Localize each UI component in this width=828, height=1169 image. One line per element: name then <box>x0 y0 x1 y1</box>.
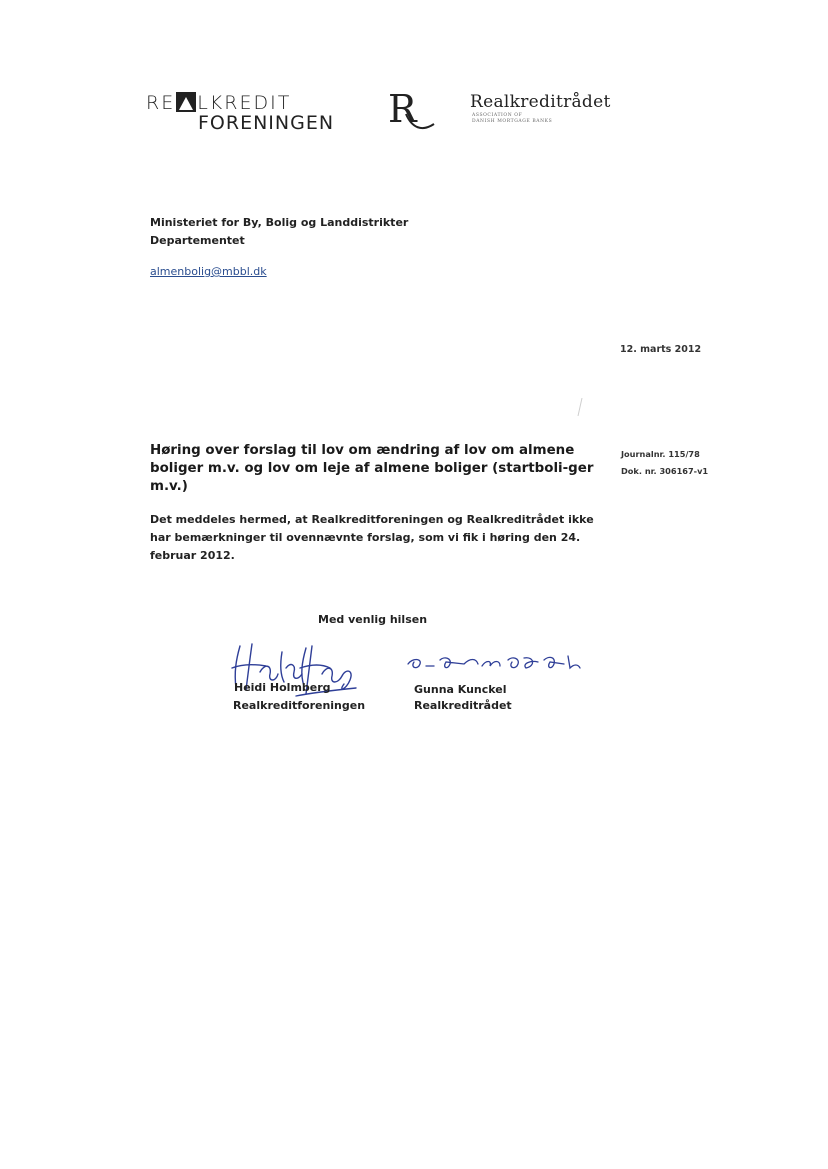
logo-rk-line2: FORENINGEN <box>198 112 335 134</box>
recipient-line1: Ministeriet for By, Bolig og Landdistrikter <box>150 216 409 229</box>
signatory-2-organization: Realkreditrådet <box>414 699 512 712</box>
letter-date: 12. marts 2012 <box>620 344 702 355</box>
closing-greeting: Med venlig hilsen <box>318 613 428 626</box>
signatory-2-name: Gunna Kunckel <box>414 683 507 696</box>
svg-text:R: R <box>388 88 417 131</box>
realkreditraadet-monogram-icon <box>386 88 436 132</box>
document-number: Dok. nr. 306167-v1 <box>621 466 709 476</box>
realkreditraadet-subtitle: ASSOCIATION OF DANISH MORTGAGE BANKS <box>472 113 553 124</box>
realkreditforeningen-logo <box>146 92 335 136</box>
signatory-1-name: Heidi Holmberg <box>234 681 331 694</box>
logo-rk-line1: RE LKREDIT <box>146 92 292 114</box>
signature-gunna-kunckel <box>404 652 584 674</box>
signatory-1-organization: Realkreditforeningen <box>233 699 366 712</box>
letter-body: Det meddeles hermed, at Realkreditforeningen og Realkreditrådet ikke har bemærkninger til ovennævnte forslag, som vi fik i høring den 24. februar 2012. <box>150 513 594 562</box>
realkreditraadet-name: Realkreditrådet <box>470 92 611 112</box>
recipient-address <box>150 214 408 250</box>
journal-number: Journalnr. 115/78 <box>621 449 700 459</box>
recipient-email-link[interactable]: almenbolig@mbbl.dk <box>150 265 267 278</box>
letter-subject: Høring over forslag til lov om ændring af lov om almene boliger m.v. og lov om leje af almene boliger (startboli-ger m.v.) <box>150 443 594 494</box>
scan-artifact <box>577 398 583 416</box>
recipient-line2: Departementet <box>150 234 245 247</box>
triangle-logo-icon <box>176 92 196 112</box>
document-meta <box>621 446 708 480</box>
